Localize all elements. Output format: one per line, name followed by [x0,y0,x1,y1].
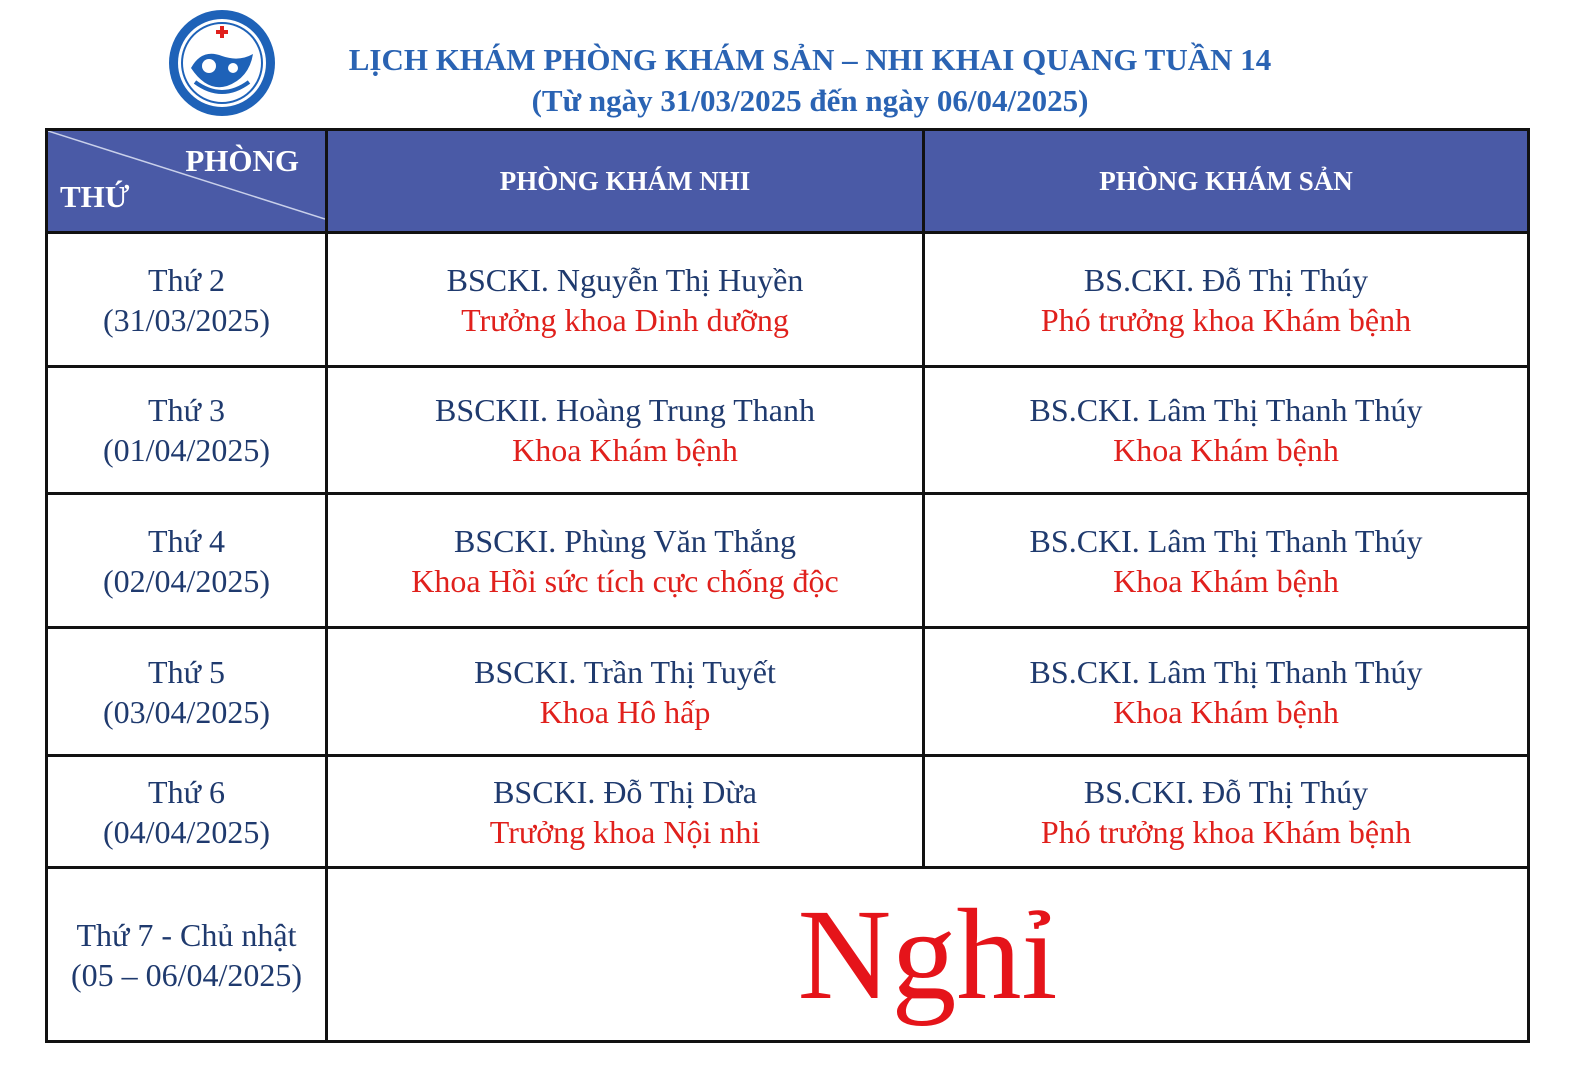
day-label: Thứ 2 [148,261,225,298]
nhi-doctor: BSCKI. Trần Thị Tuyết [474,653,776,690]
table-row [47,628,1529,756]
day-cell [47,628,327,756]
corner-label-room: PHÒNG [185,143,299,178]
nhi-department: Trưởng khoa Dinh dưỡng [461,301,789,338]
nhi-doctor: BSCKI. Đỗ Thị Dừa [493,773,757,810]
san-department: Phó trưởng khoa Khám bệnh [1040,301,1412,338]
day-label: Thứ 4 [148,522,225,559]
san-department: Khoa Khám bệnh [1113,432,1339,468]
day-cell [47,868,327,1042]
day-cell [47,233,327,367]
day-date: (04/04/2025) [102,813,271,850]
nhi-doctor: BSCKII. Hoàng Trung Thanh [435,392,815,428]
nhi-cell [327,494,924,628]
corner-header-cell [47,130,327,233]
day-label: Thứ 7 - Chủ nhật [76,916,297,953]
nhi-cell [327,233,924,367]
nhi-cell [327,628,924,756]
day-cell [47,494,327,628]
san-cell [924,494,1529,628]
day-label: Thứ 5 [148,653,225,690]
day-cell [47,367,327,494]
nhi-doctor: BSCKI. Nguyễn Thị Huyền [446,261,804,298]
table-row [47,494,1529,628]
table-row [47,756,1529,868]
san-department: Khoa Khám bệnh [1113,562,1339,599]
column-header-nhi: PHÒNG KHÁM NHI [327,130,924,233]
day-cell [47,756,327,868]
san-cell [924,628,1529,756]
page-title: LỊCH KHÁM PHÒNG KHÁM SẢN – NHI KHAI QUANG TUẦN 14 [348,42,1272,77]
san-doctor: BS.CKI. Lâm Thị Thanh Thúy [1029,392,1423,428]
corner-label-day: THỨ [60,179,130,214]
san-doctor: BS.CKI. Lâm Thị Thanh Thúy [1029,522,1423,559]
san-cell [924,367,1529,494]
nhi-department: Khoa Khám bệnh [512,432,738,468]
san-doctor: BS.CKI. Đỗ Thị Thúy [1083,261,1369,298]
san-cell [924,756,1529,868]
san-department: Khoa Khám bệnh [1113,693,1339,730]
day-date: (05 – 06/04/2025) [70,956,303,993]
table-row [47,367,1529,494]
weekend-off-cell: Nghỉ [327,868,1529,1042]
nhi-cell [327,367,924,494]
nhi-cell [327,756,924,868]
weekend-row [47,868,1529,1042]
day-label: Thứ 3 [148,392,225,428]
schedule-table [45,128,1530,1043]
day-date: (31/03/2025) [102,301,271,338]
table-row [47,233,1529,367]
day-date: (02/04/2025) [102,562,271,599]
table-header-row [47,130,1529,233]
day-date: (03/04/2025) [102,693,271,730]
nhi-department: Khoa Hô hấp [539,693,711,730]
nhi-department: Trưởng khoa Nội nhi [489,813,761,850]
day-label: Thứ 6 [148,773,225,810]
day-date: (01/04/2025) [102,432,271,468]
nhi-doctor: BSCKI. Phùng Văn Thắng [454,522,796,559]
san-doctor: BS.CKI. Lâm Thị Thanh Thúy [1029,653,1423,690]
nhi-department: Khoa Hồi sức tích cực chống độc [411,562,839,599]
page-subtitle: (Từ ngày 31/03/2025 đến ngày 06/04/2025) [531,83,1089,118]
column-header-san: PHÒNG KHÁM SẢN [924,130,1529,233]
san-cell [924,233,1529,367]
san-department: Phó trưởng khoa Khám bệnh [1040,813,1412,850]
san-doctor: BS.CKI. Đỗ Thị Thúy [1083,773,1369,810]
